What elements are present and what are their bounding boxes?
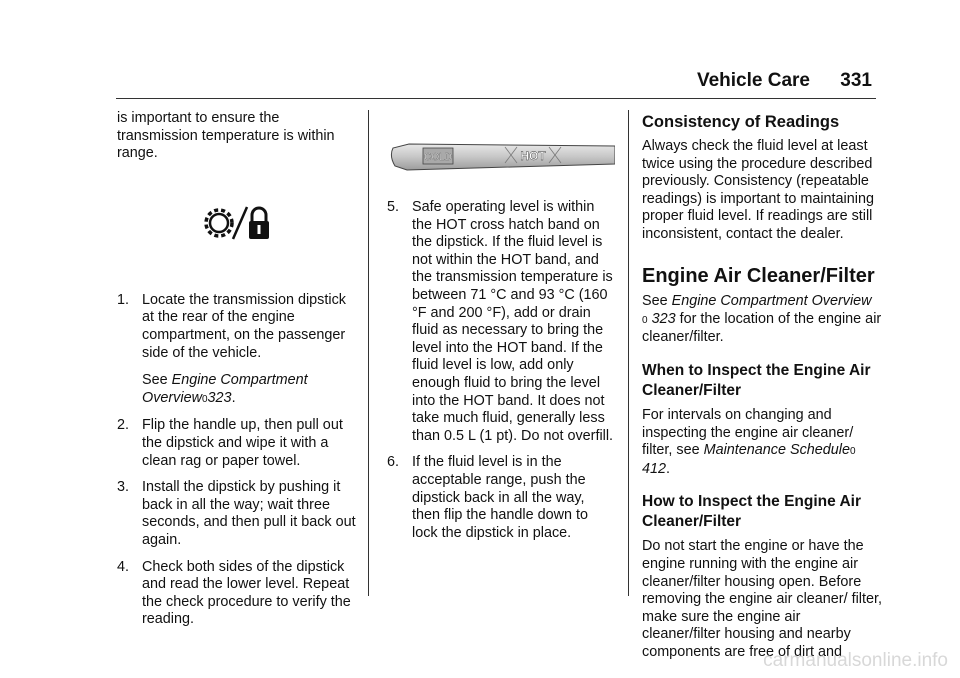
column-3 — [642, 110, 882, 661]
list-item: 3. Install the dipstick by pushing it back in all the way; wait three seconds, and then pull it back out again. — [117, 479, 356, 548]
list-item: 1. Locate the transmission dipstick at the rear of the engine compartment, on the passenger side of the vehicle. — [117, 291, 346, 361]
cross-reference: See Engine Compartment Overview 0 323 for the location of the engine air cleaner/filter. — [642, 293, 882, 346]
reference-link[interactable]: Engine Compartment Overview — [671, 293, 872, 310]
page-ref-icon: 0 — [642, 314, 648, 326]
list-item: 4. Check both sides of the dipstick and read the lower level. Repeat the check procedure to verify the reading. — [117, 558, 351, 628]
heading-consistency: Consistency of Readings — [642, 113, 840, 131]
paragraph: Always check the fluid level at least twice using the procedure described previously. Consistency (repeatable readings) is important to maintaining proper fluid level. If readings are still inconsistent, contact the dealer. — [642, 138, 874, 242]
cross-reference: See Engine Compartment Overview0323. — [142, 372, 308, 406]
page-number: 331 — [840, 70, 872, 91]
reference-link[interactable]: Engine Compartment Overview — [142, 372, 308, 406]
column-divider — [368, 110, 369, 596]
icon-row — [117, 163, 357, 283]
heading-when-to-inspect: When to Inspect the Engine Air Cleaner/Filter — [642, 361, 871, 399]
column-2 — [387, 110, 615, 542]
cold-label: COLD — [424, 152, 452, 163]
gear-lock-icon — [197, 193, 277, 253]
section-title: Vehicle Care — [696, 70, 810, 91]
watermark: carmanualsonline.info — [763, 650, 948, 671]
heading-how-to-inspect: How to Inspect the Engine Air Cleaner/Filter — [642, 493, 862, 531]
hot-label: HOT — [520, 149, 546, 163]
page-header — [0, 0, 960, 100]
paragraph: For intervals on changing and inspecting the engine air cleaner/ filter, see Maintenance Schedule0 412. — [642, 406, 856, 477]
page-ref-icon: 0 — [201, 393, 208, 405]
column-divider — [628, 110, 629, 596]
column-1 — [117, 110, 357, 629]
dipstick-illustration — [387, 110, 615, 190]
lock-icon — [249, 208, 269, 239]
list-item: 5. Safe operating level is within the HOT cross hatch band on the dipstick. If the fluid level is not within the HOT band, and the transmission temperature is between 71 °C and 93 °C (160 °F and 200 °F), add or drain fluid as necessary to bring the level into the HOT band. If the fluid level is low, add only enough fluid to bring the level into the HOT band. It does not take much fluid, generally less than 0.5 L (1 pt). Do not overfill. — [387, 199, 614, 444]
list-item: 6. If the fluid level is in the acceptable range, push the dipstick back in all the way, then flip the handle down to lock the dipstick in place. — [387, 454, 589, 541]
page-ref-icon: 0 — [850, 446, 856, 458]
reference-link[interactable]: Maintenance Schedule — [703, 442, 851, 459]
header-rule — [116, 98, 876, 99]
heading-engine-air-cleaner: Engine Air Cleaner/Filter — [642, 264, 875, 287]
list-item: 2. Flip the handle up, then pull out the dipstick and wipe it with a clean rag or paper towel. — [117, 417, 343, 469]
intro-text: is important to ensure the transmission temperature is within range. — [117, 110, 335, 162]
slash-divider — [233, 207, 247, 239]
gear-icon — [206, 210, 232, 236]
paragraph: Do not start the engine or have the engine running with the engine air cleaner/filter housing open. Before removing the engine air cleaner/ filter, make sure the engine air cleaner/filter housing and nearby components are free of dirt and — [642, 538, 882, 660]
